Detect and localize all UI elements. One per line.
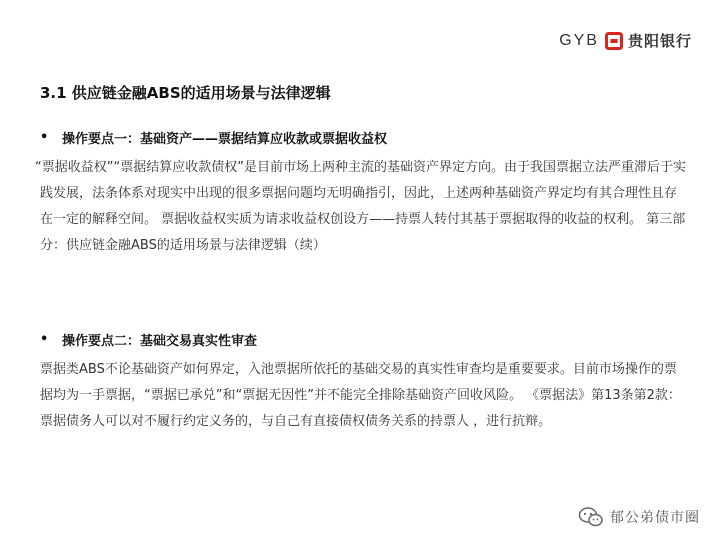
bullet-icon: • (40, 332, 49, 347)
section-2-heading: 操作要点二：基础交易真实性审查 (62, 334, 258, 349)
bank-name: 贵阳银行 (627, 32, 692, 50)
bank-logo (559, 30, 692, 51)
section-1-heading-row (40, 128, 387, 147)
bank-logo-icon (605, 32, 623, 50)
logo-abbreviation: GYB (559, 31, 599, 49)
wechat-icon (578, 506, 604, 528)
bullet-icon: • (40, 130, 49, 145)
section-1-paragraph: “票据收益权”“票据结算应收款债权”是目前市场上两种主流的基础资产界定方向。由于我国票据立法严重滞后于实践发展，法条体系对现实中出现的很多票据问题均无明确指引，因此，上述两种基础资产界定均有其合理性且存在一定的解释空间。 票据收益权实质为请求收益权创设方——持票人转付其基于票据取得的收益的权利。 第三部分：供应链金融ABS的适用场景与法律逻辑（续） (35, 160, 686, 253)
page-title: 3.1 供应链金融ABS的适用场景与法律逻辑 (40, 84, 331, 102)
section-2-paragraph: 票据类ABS不论基础资产如何界定，入池票据所依托的基础交易的真实性审查均是重要要求。目前市场操作的票据均为一手票据，“票据已承兑”和“票据无因性”并不能完全排除基础资产回收风险。 《票据法》第13条第2款：票据债务人可以对不履行约定义务的，与自己有直接债权债务关系的持票人 ，进行抗辩。 (40, 362, 681, 429)
watermark (578, 506, 700, 528)
section-1-heading: 操作要点一：基础资产——票据结算应收款或票据收益权 (62, 132, 388, 147)
watermark-text: 郁公弟债市圈 (610, 510, 700, 526)
section-2-heading-row (40, 330, 257, 349)
